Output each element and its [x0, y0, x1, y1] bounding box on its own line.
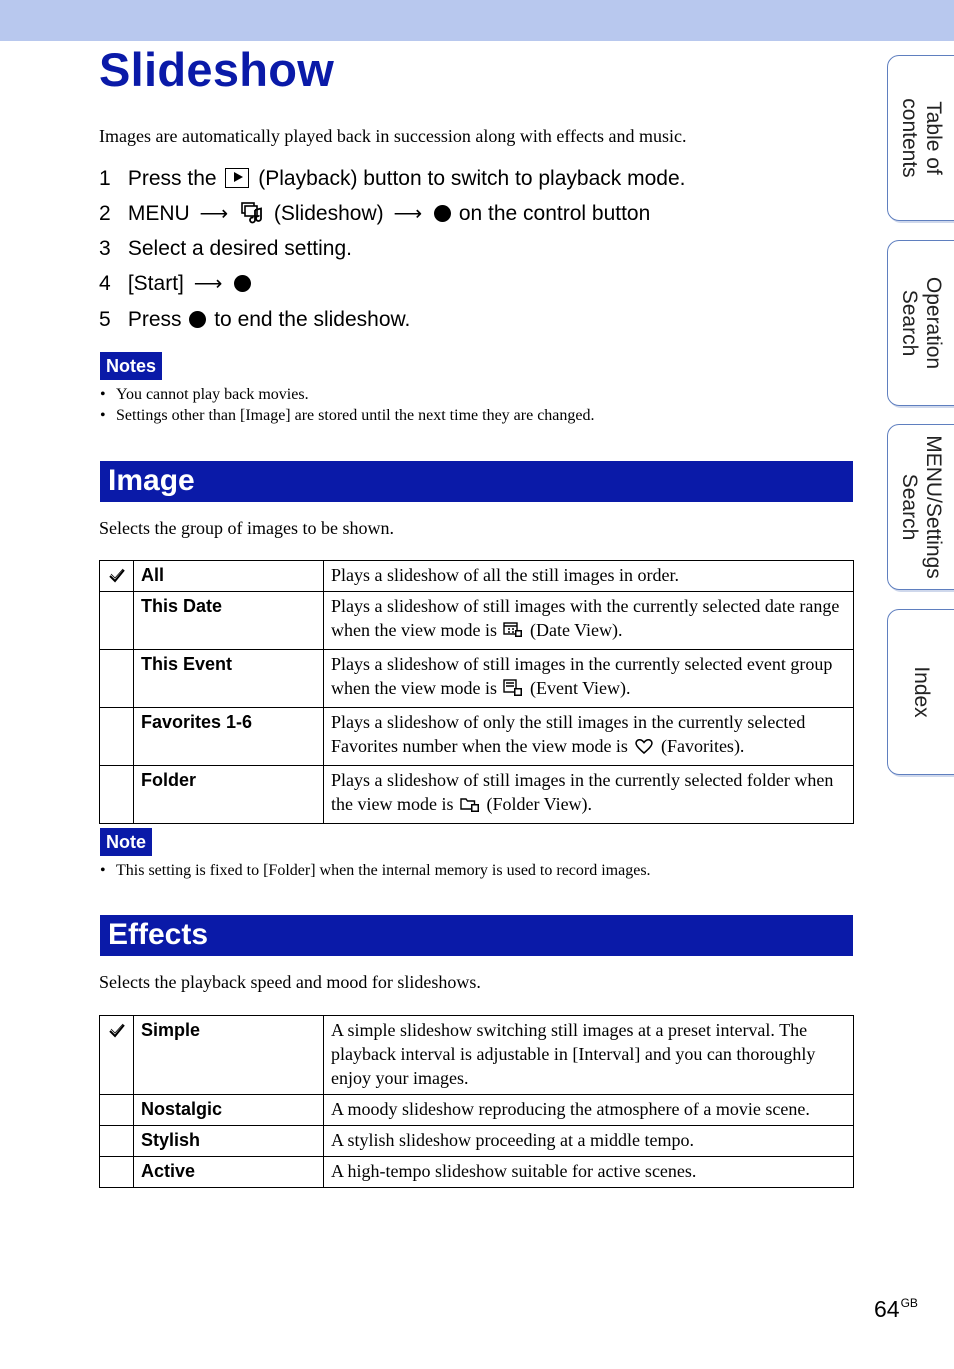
option-description: A high-tempo slideshow suitable for active scenes. — [324, 1157, 854, 1188]
option-name: Simple — [134, 1016, 324, 1095]
table-row — [100, 1016, 854, 1095]
table-row — [100, 1095, 854, 1126]
effects-section-description: Selects the playback speed and mood for slideshows. — [99, 972, 481, 992]
notes-label: Notes — [100, 352, 162, 380]
note-item: • Settings other than [Image] are stored until the next time they are changed. — [99, 405, 595, 426]
control-button-center-icon — [434, 205, 451, 222]
option-description: A stylish slideshow proceeding at a middle tempo. — [324, 1126, 854, 1157]
step-2: 2 MENU ⟶ (Slideshow) ⟶ on the control button — [99, 199, 650, 229]
effects-section-heading: Effects — [100, 915, 853, 956]
arrow-icon: ⟶ — [393, 203, 423, 225]
option-description: Plays a slideshow of still images in the currently selected folder when the view mode is (Folder View). — [324, 766, 854, 824]
option-name: This Event — [134, 650, 324, 708]
option-description: Plays a slideshow of only the still images in the currently selected Favorites number when the view mode is (Favorites). — [324, 708, 854, 766]
option-description: A moody slideshow reproducing the atmosphere of a movie scene. — [324, 1095, 854, 1126]
slideshow-icon — [241, 201, 265, 234]
intro-text: Images are automatically played back in succession along with effects and music. — [99, 126, 687, 146]
effects-options-table — [99, 1015, 854, 1188]
control-button-center-icon — [189, 311, 206, 328]
note-label: Note — [100, 828, 152, 856]
option-name: Folder — [134, 766, 324, 824]
option-name: This Date — [134, 592, 324, 650]
tab-table-of-contents[interactable]: Table of contents — [887, 55, 954, 221]
tab-index[interactable]: Index — [887, 609, 954, 775]
event-view-icon — [503, 679, 523, 703]
step-1: 1 Press the (Playback) button to switch to playback mode. — [99, 167, 686, 190]
option-name: All — [134, 561, 324, 592]
folder-view-icon — [460, 795, 480, 819]
image-section-description: Selects the group of images to be shown. — [99, 518, 394, 538]
arrow-icon: ⟶ — [193, 273, 223, 295]
date-view-icon — [503, 621, 523, 645]
table-row — [100, 766, 854, 824]
option-name: Stylish — [134, 1126, 324, 1157]
note-item: • This setting is fixed to [Folder] when the internal memory is used to record images. — [99, 860, 651, 881]
control-button-center-icon — [234, 275, 251, 292]
table-row — [100, 1126, 854, 1157]
heart-icon — [634, 737, 654, 761]
option-description: Plays a slideshow of still images in the currently selected event group when the view mode is (Event View). — [324, 650, 854, 708]
step-3: 3 Select a desired setting. — [99, 237, 352, 260]
page-number: $64^{GB}$ — [874, 1296, 918, 1322]
arrow-icon: ⟶ — [199, 203, 229, 225]
table-row — [100, 561, 854, 592]
note-list — [99, 860, 651, 881]
step-4: 4 [Start] ⟶ — [99, 269, 253, 299]
page-title: Slideshow — [99, 43, 335, 96]
tab-menu-settings-search[interactable]: MENU/Settings Search — [887, 424, 954, 590]
tab-operation-search[interactable]: Operation Search — [887, 240, 954, 406]
option-name: Active — [134, 1157, 324, 1188]
option-name: Nostalgic — [134, 1095, 324, 1126]
table-row — [100, 592, 854, 650]
table-row — [100, 708, 854, 766]
step-5: 5 Press to end the slideshow. — [99, 308, 411, 331]
default-check-icon — [100, 1016, 134, 1095]
table-row — [100, 650, 854, 708]
image-section-heading: Image — [100, 461, 853, 502]
option-description: Plays a slideshow of all the still images in order. — [324, 561, 854, 592]
option-description: A simple slideshow switching still images at a preset interval. The playback interval is adjustable in [Interval] and you can thoroughly enjoy your images. — [324, 1016, 854, 1095]
note-item: • You cannot play back movies. — [99, 384, 595, 405]
image-options-table — [99, 560, 854, 824]
option-description: Plays a slideshow of still images with the currently selected date range when the view mode is (Date View). — [324, 592, 854, 650]
table-row — [100, 1157, 854, 1188]
top-banner — [0, 0, 954, 41]
playback-icon — [225, 168, 249, 188]
option-name: Favorites 1-6 — [134, 708, 324, 766]
default-check-icon — [100, 561, 134, 592]
notes-list — [99, 384, 595, 426]
